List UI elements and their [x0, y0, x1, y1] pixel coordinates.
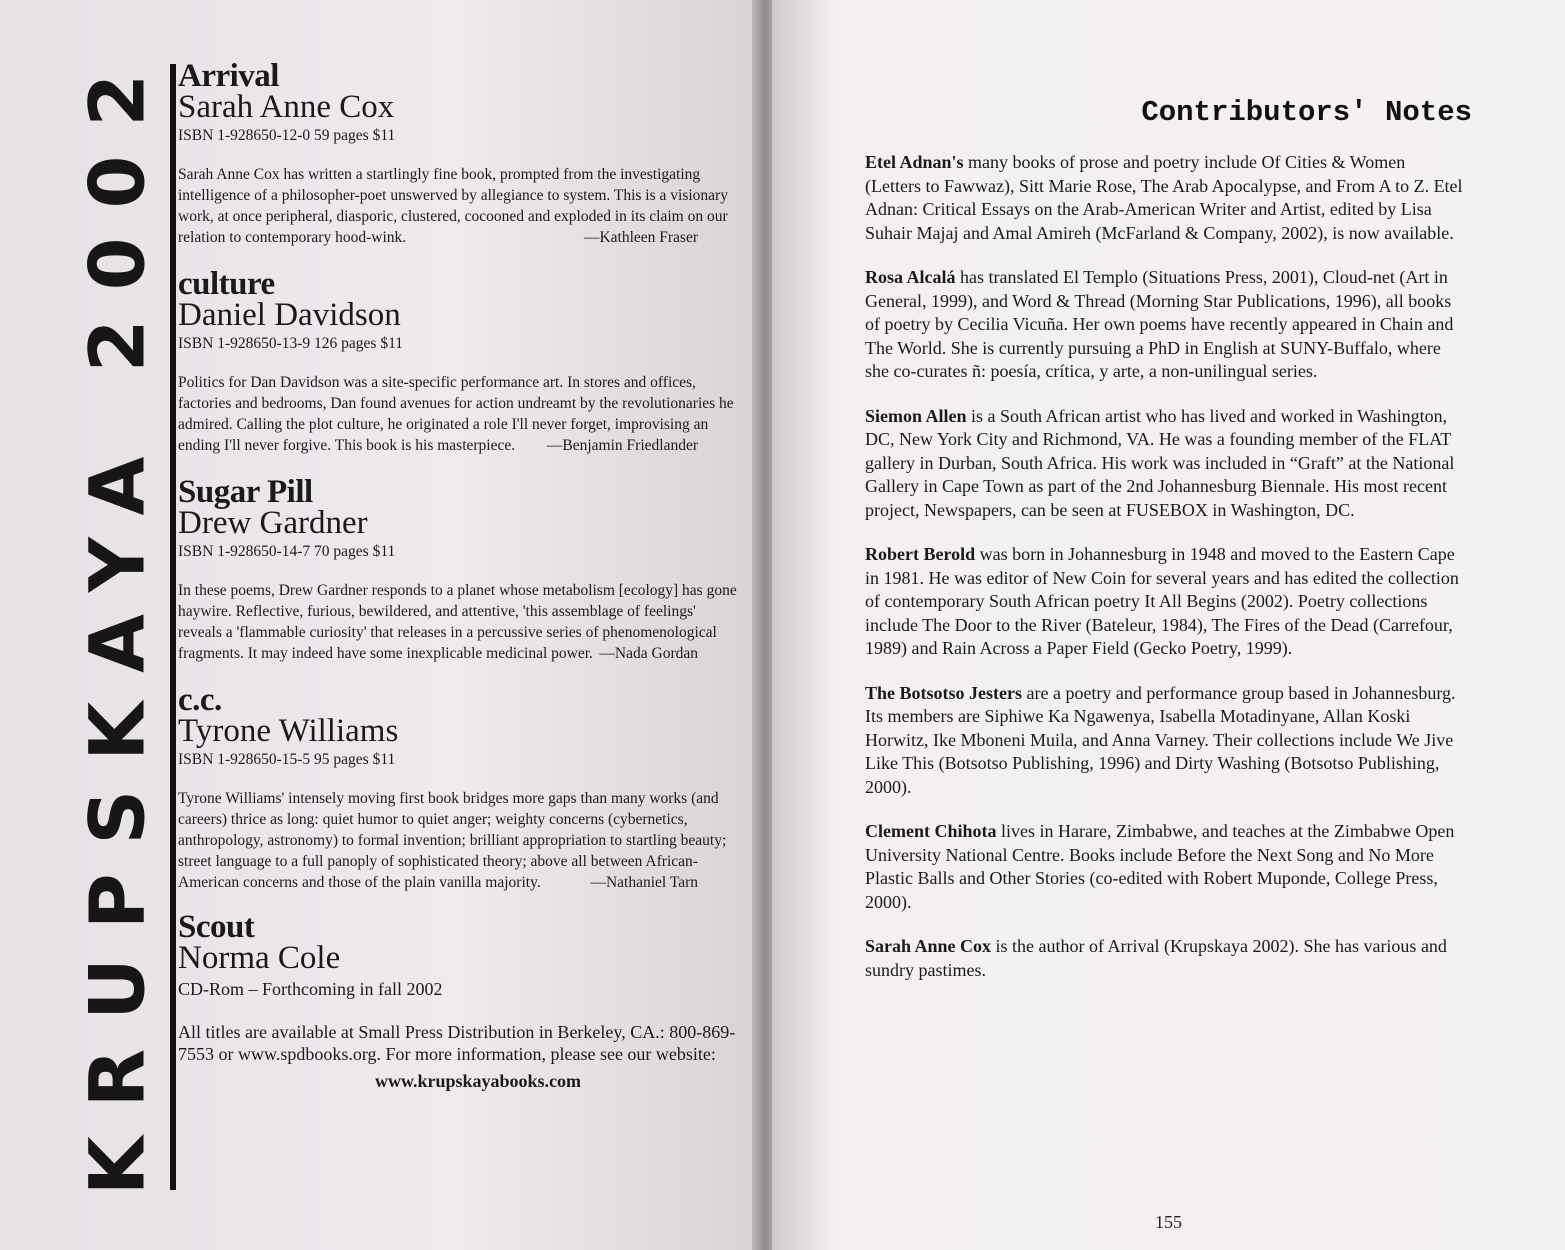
book-entry — [178, 266, 738, 456]
book-availability: CD-Rom – Forthcoming in fall 2002 — [178, 979, 443, 999]
book-title: Arrival — [178, 58, 279, 94]
contributor-note — [865, 266, 1465, 384]
contributor-note — [865, 682, 1465, 800]
contributor-name: Sarah Anne Cox — [865, 936, 992, 956]
contributor-note — [865, 151, 1465, 245]
book-description — [178, 372, 738, 456]
website-link[interactable]: www.krupskayabooks.com — [374, 1071, 582, 1091]
book-isbn: ISBN 1-928650-12-0 59 pages $11 — [178, 127, 396, 144]
contributor-bio: is a South African artist who has lived and worked in Washington, DC, New York City and Richmond, VA. He was a founding member of the FLAT gallery in Durban, South Africa. His work was included in “Graft” at the National Gallery in Cape Town as part of the 2nd Johannesburg Biennale. His most recent project, Newspapers, can be seen at FUSEBOX in Washington, DC. — [865, 405, 1455, 520]
book-description — [178, 580, 738, 664]
page-number: 155 — [1155, 1212, 1182, 1232]
quote-attribution: —Nada Gordan — [599, 645, 698, 662]
quote-attribution: —Benjamin Friedlander — [546, 437, 698, 454]
contributor-bio: has translated El Templo (Situations Press, 2001), Cloud-net (Art in General, 1999), and Word & Thread (Morning Star Publications, 1996), all books of poetry by Cecilia Vicuña. Her own poems have recently appeared in Chain and The World. She is currently pursuing a PhD in English at SUNY-Buffalo, where she co-curates ñ: poesía, crítica, y arte, a non-unilingual series. — [865, 267, 1454, 381]
contributor-name: Robert Berold — [865, 544, 976, 564]
book-isbn: ISBN 1-928650-15-5 95 pages $11 — [178, 751, 396, 768]
contributor-note — [865, 935, 1465, 982]
quote-attribution: —Kathleen Fraser — [583, 229, 698, 246]
book-title: Sugar Pill — [178, 474, 313, 510]
book-isbn: ISBN 1-928650-13-9 126 pages $11 — [178, 335, 404, 352]
contributor-note — [865, 820, 1465, 914]
book-entry — [178, 474, 738, 664]
book-entry — [178, 58, 738, 248]
quote-attribution: —Nathaniel Tarn — [590, 874, 698, 891]
contributor-name: Clement Chihota — [865, 821, 997, 841]
book-title: culture — [178, 266, 275, 302]
contributor-name: Etel Adnan's — [865, 152, 964, 172]
book-isbn: ISBN 1-928650-14-7 70 pages $11 — [178, 543, 396, 560]
vertical-rule — [170, 64, 176, 1190]
description-text: Politics for Dan Davidson was a site-specific performance art. In stores and offices, factories and bedrooms, Dan found avenues for action undreamt by the revolutionaries he admired. Calling the plot culture, he originated a role I'll never forget, improvising an ending I'll never forgive. This book is his masterpiece. — [178, 374, 734, 454]
contributor-name: Siemon Allen — [865, 405, 967, 426]
book-author: Norma Cole — [178, 940, 341, 976]
left-page — [0, 0, 760, 1250]
description-text: In these poems, Drew Gardner responds to a planet whose metabolism [ecology] has gone haywire. Reflective, furious, bewildered, and attentive, 'this assemblage of feelings' reveals a 'flammable curiosity' that releases in a percussive series of phenomenological fragments. It may indeed have some inexplicable medicinal power. — [178, 582, 737, 662]
book-entry — [178, 682, 738, 893]
contributor-note — [865, 405, 1465, 523]
description-text: Sarah Anne Cox has written a startlingly fine book, prompted from the investigating intelligence of a philosopher-poet unswerved by allegiance to system. This is a visionary work, at once peripheral, diasporic, clustered, cocooned and exploded in its claim on our relation to contemporary hood-wink. — [178, 166, 728, 246]
page-title: Contributors' Notes — [1141, 96, 1472, 129]
contributor-bio: lives in Harare, Zimbabwe, and teaches at the Zimbabwe Open University National Centre. Books include Before the Next Song and No More Plastic Balls and Other Stories (co-edited with Robert Muponde, College Press, 2000). — [865, 821, 1455, 912]
banner-text: KRUPSKAYA 2002 — [72, 44, 162, 1196]
contributor-name: The Botsotso Jesters — [865, 682, 1022, 703]
contributor-note — [865, 543, 1465, 661]
contributor-bio: many books of prose and poetry include Of Cities & Women (Letters to Fawwaz), Sitt Marie Rose, The Arab Apocalypse, and From A to Z. Etel Adnan: Critical Essays on the Arab-American Writer and Artist, edited by Lisa Suhair Majaj and Amal Amireh (McFarland & Company, 2002), is now available. — [865, 152, 1463, 243]
book-author: Tyrone Williams — [178, 713, 399, 749]
availability-text: All titles are available at Small Press Distribution in Berkeley, CA.: 800-869-7553 or www.spdbooks.org. For more information, please see our website: — [178, 1022, 736, 1064]
contributor-bio: was born in Johannesburg in 1948 and moved to the Eastern Cape in 1981. He was editor of New Coin for several years and has edited the collection of contemporary South African poetry It All Begins (2002). Poetry collections include The Door to the River (Bateleur, 1984), The Fires of the Dead (Carrefour, 1989) and Rain Across a Paper Field (Gecko Poetry, 1999). — [865, 544, 1459, 658]
contributor-name: Rosa Alcalá — [865, 267, 956, 287]
book-description — [178, 164, 738, 248]
book-list — [178, 58, 738, 1092]
book-entry — [178, 909, 738, 1001]
book-title: c.c. — [178, 682, 222, 718]
book-author: Daniel Davidson — [178, 297, 401, 333]
publisher-banner — [72, 44, 162, 1196]
contributors-notes — [865, 96, 1472, 1003]
availability-note — [178, 1021, 738, 1092]
contributor-bio: are a poetry and performance group based in Johannesburg. Its members are Siphiwe Ka Ngawenya, Isabella Motadinyane, Allan Koski Horwitz, Ike Mboneni Muila, and Anna Varney. Their collections include We Jive Like This (Botsotso Publishing, 1996) and Dirty Washing (Botsotso Publishing, 2000). — [865, 682, 1456, 797]
right-page — [772, 0, 1565, 1250]
book-description — [178, 788, 738, 893]
book-title: Scout — [178, 909, 255, 945]
book-author: Sarah Anne Cox — [178, 89, 395, 125]
description-text: Tyrone Williams' intensely moving first book bridges more gaps than many works (and careers) thrice as long: quiet humor to quiet anger; weighty concerns (cybernetics, anthropology, astronomy) to formal invention; brilliant appropriation to startling beauty; street language to a full panoply of sophisticated theory; above all between African-American concerns and those of the plain vanilla majority. — [178, 790, 727, 891]
book-author: Drew Gardner — [178, 505, 368, 541]
contributor-bio: is the author of Arrival (Krupskaya 2002). She has various and sundry pastimes. — [865, 936, 1447, 980]
